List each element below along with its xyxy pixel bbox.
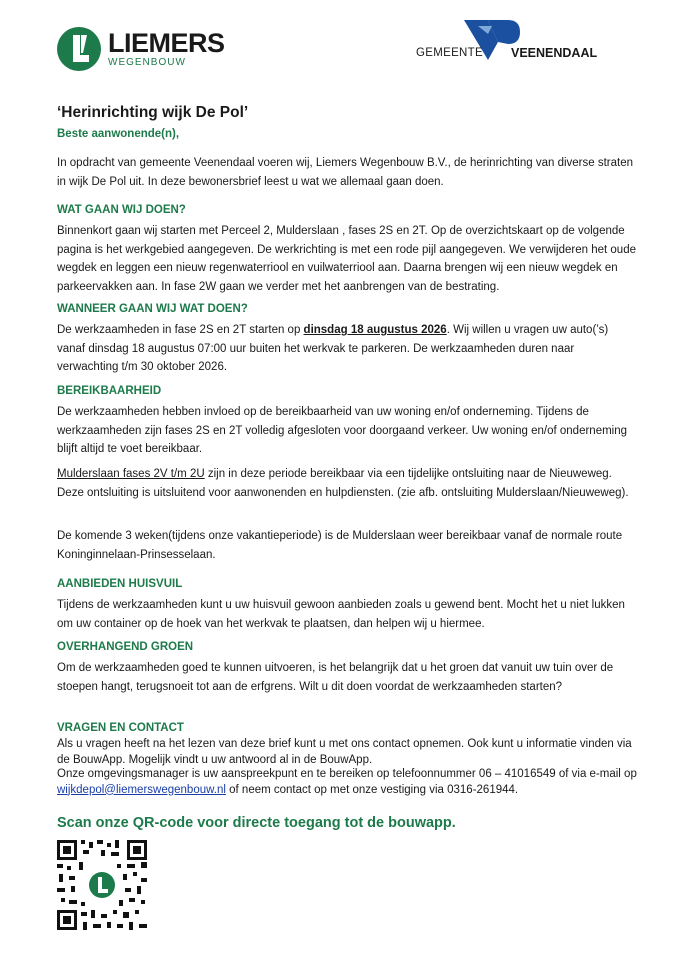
section-heading-wat: WAT GAAN WIJ DOEN? <box>57 204 186 216</box>
liemers-logo-icon <box>56 26 102 72</box>
section-text-ontsluiting <box>57 465 637 502</box>
gemeente-veenendaal-logo <box>414 20 626 64</box>
section-text-manager <box>57 767 637 798</box>
section-heading-huisvuil: AANBIEDEN HUISVUIL <box>57 578 183 590</box>
section-heading-bereikbaarheid: BEREIKBAARHEID <box>57 385 162 397</box>
section-text-bereikbaarheid: De werkzaamheden hebben invloed op de bereikbaarheid van uw woning en/of onderneming. Tijdens de werkzaamheden zijn fases 2S en 2T volledig afgesloten voor doorgaand verkeer. Uw woning en/of onderneming blijft altijd te voet bereikbaar. <box>57 406 628 455</box>
section-heading-wanneer: WANNEER GAAN WIJ WAT DOEN? <box>57 303 248 315</box>
section-text-wat: Binnenkort gaan wij starten met Perceel 2, Mulderslaan , fases 2S en 2T. Op de overzichtskaart op de volgende pagina is het werkgebied aangegeven. De werkrichting is met een rode pijl aangegeven. We verwijderen het oude wegdek en leggen een nieuw regenwaterriool en vuilwaterriool aan. Daarna brengen wij een nieuw wegdek en parkeervakken aan. In fase 2W gaan we verder met het aanbrengen van de bestrating. <box>57 225 636 293</box>
veenendaal-label: VEENENDAAL <box>511 46 598 60</box>
qr-code[interactable] <box>57 840 147 930</box>
section-text-huisvuil: Tijdens de werkzaamheden kunt u uw huisvuil gewoon aanbieden zoals u gewend bent. Mocht het u niet lukken om uw container op de hoek van het werkvak te plaatsen, dan helpen wij u hiermee. <box>57 599 625 630</box>
greeting: Beste aanwonende(n), <box>57 128 180 140</box>
liemers-subtitle: WEGENBOUW <box>108 57 186 68</box>
manager-text: Onze omgevingsmanager is uw aanspreekpunt en te bereiken op telefoonnummer 06 – 41016549 of via e-mail op <box>57 768 637 780</box>
manager-text-end: of neem contact op met onze vestiging via 0316-261944. <box>225 783 519 796</box>
wanneer-text-start: De werkzaamheden in fase 2S en 2T starten op <box>57 324 304 336</box>
email-link[interactable]: wijkdepol@liemerswegenbouw.nl <box>57 783 226 796</box>
wanneer-text-end: . Wij willen u vragen uw auto(’s) vanaf dinsdag 18 augustus 07:00 uur buiten het werkvak te parkeren. De werkzaamheden duren naar verwachting t/m 30 oktober 2026. <box>57 324 609 373</box>
liemers-logo <box>56 26 225 72</box>
ontsluiting-text: zijn in deze periode bereikbaar via een tijdelijke ontsluiting naar de Nieuweweg. Deze ontsluiting is uitsluitend voor aanwonenden en hulpdiensten. (zie afb. ontsluiting Mulderslaan/Nieuweweg). <box>57 468 629 499</box>
qr-heading: Scan onze QR-code voor directe toegang tot de bouwapp. <box>57 815 456 831</box>
liemers-name: LIEMERS <box>108 28 225 58</box>
section-text-wanneer <box>57 321 637 377</box>
letterhead <box>0 0 680 90</box>
section-text-vakantie: De komende 3 weken(tijdens onze vakantieperiode) is de Mulderslaan weer bereikbaar vanaf de normale route Koninginnelaan-Prinsesselaan. <box>57 530 623 561</box>
section-text-groen: Om de werkzaamheden goed te kunnen uitvoeren, is het belangrijk dat u het groen dat vanuit uw tuin over de stoepen hangt, terugsnoeit tot aan de erfgrens. Wilt u dit doen voordat de werkzaamheden starten? <box>57 662 614 693</box>
intro-paragraph: In opdracht van gemeente Veenendaal voeren wij, Liemers Wegenbouw B.V., de herinrichting van diverse straten in wijk De Pol uit. In deze bewonersbrief leest u wat we allemaal gaan doen. <box>57 157 633 188</box>
section-text-contact: Als u vragen heeft na het lezen van deze brief kunt u met ons contact opnemen. Ook kunt u informatie vinden via de BouwApp. Mogelijk vindt u uw antwoord al in de BouwApp. <box>57 738 632 766</box>
mulderslaan-fases: Mulderslaan fases 2V t/m 2U <box>57 468 205 480</box>
gemeente-label: GEMEENTE <box>416 47 483 59</box>
page-title: ‘Herinrichting wijk De Pol’ <box>57 104 249 121</box>
section-heading-groen: OVERHANGEND GROEN <box>57 641 194 653</box>
start-date: dinsdag 18 augustus 2026 <box>303 324 447 336</box>
section-heading-contact: VRAGEN EN CONTACT <box>57 722 184 734</box>
